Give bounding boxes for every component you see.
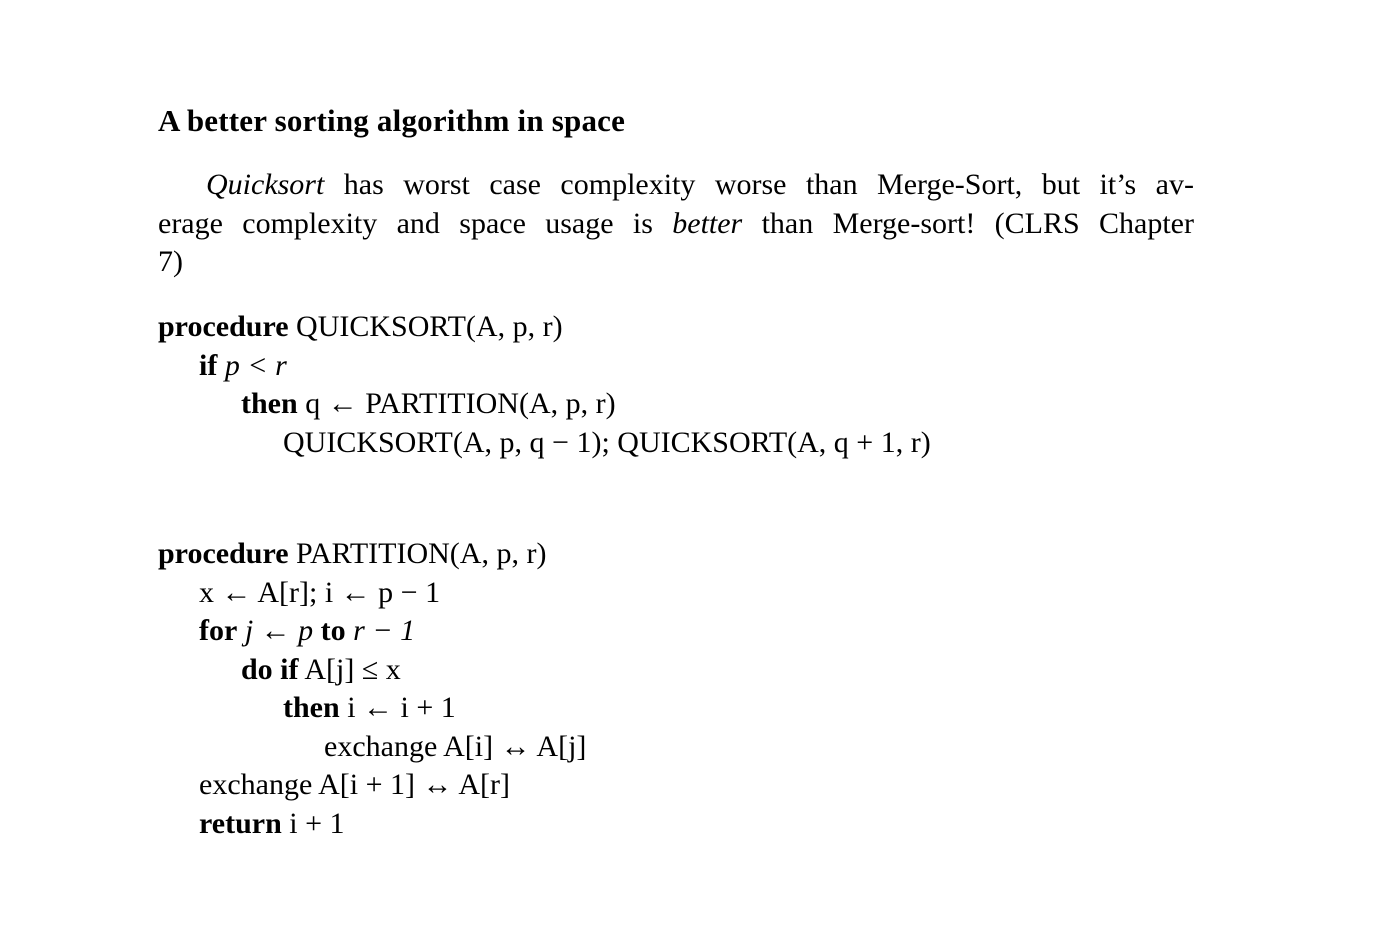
- code-line: [158, 347, 931, 386]
- keyword: do if: [241, 652, 299, 686]
- code-line: [158, 651, 586, 690]
- paragraph-line-1: [158, 166, 1194, 205]
- keyword: procedure: [158, 310, 289, 343]
- code-text: j ← p: [237, 614, 321, 647]
- paragraph-line-3: 7): [158, 245, 183, 278]
- paragraph-line-2-before: erage complexity and space usage is: [158, 206, 673, 240]
- keyword: procedure: [158, 537, 289, 570]
- code-text: QUICKSORT(A, p, q − 1); QUICKSORT(A, q + 1, r): [283, 425, 931, 459]
- code-text: x ← A[r]; i ← p − 1: [199, 575, 441, 609]
- code-text: p < r: [217, 348, 287, 382]
- quicksort-emphasis: Quicksort: [206, 168, 325, 201]
- quicksort-procedure: [158, 308, 931, 462]
- code-text: QUICKSORT(A, p, r): [288, 310, 563, 343]
- code-text: exchange A[i + 1] ↔ A[r]: [199, 768, 510, 801]
- paragraph-line-1-text: has worst case complexity worse than Merge-Sort, but it’s av-: [324, 168, 1194, 201]
- code-line: [158, 766, 586, 805]
- code-text: A[j] ≤ x: [298, 652, 401, 686]
- code-text: i + 1: [281, 806, 345, 840]
- code-text: r − 1: [345, 614, 416, 647]
- keyword: for: [199, 614, 238, 647]
- keyword: if: [199, 348, 218, 382]
- partition-procedure: [158, 535, 586, 843]
- code-line: [158, 535, 586, 574]
- code-line: [158, 574, 586, 613]
- keyword: return: [199, 806, 282, 840]
- code-line: [158, 385, 931, 424]
- code-line: [158, 424, 931, 463]
- keyword: then: [283, 691, 340, 724]
- keyword: then: [241, 387, 298, 420]
- better-emphasis: better: [672, 206, 743, 240]
- code-text: q ← PARTITION(A, p, r): [297, 387, 616, 420]
- code-text: PARTITION(A, p, r): [288, 537, 547, 570]
- section-heading: A better sorting algorithm in space: [158, 103, 626, 138]
- intro-paragraph: [158, 166, 1194, 282]
- code-line: [158, 308, 931, 347]
- paragraph-line-2: [158, 205, 1194, 244]
- code-line: [158, 805, 586, 844]
- code-text: i ← i + 1: [339, 691, 456, 724]
- code-text: exchange A[i] ↔ A[j]: [324, 729, 587, 763]
- code-line: [158, 728, 586, 767]
- keyword: to: [320, 614, 346, 647]
- code-line: [158, 689, 586, 728]
- code-line: [158, 612, 586, 651]
- paragraph-line-2-after: than Merge-sort! (CLRS Chapter: [742, 206, 1194, 240]
